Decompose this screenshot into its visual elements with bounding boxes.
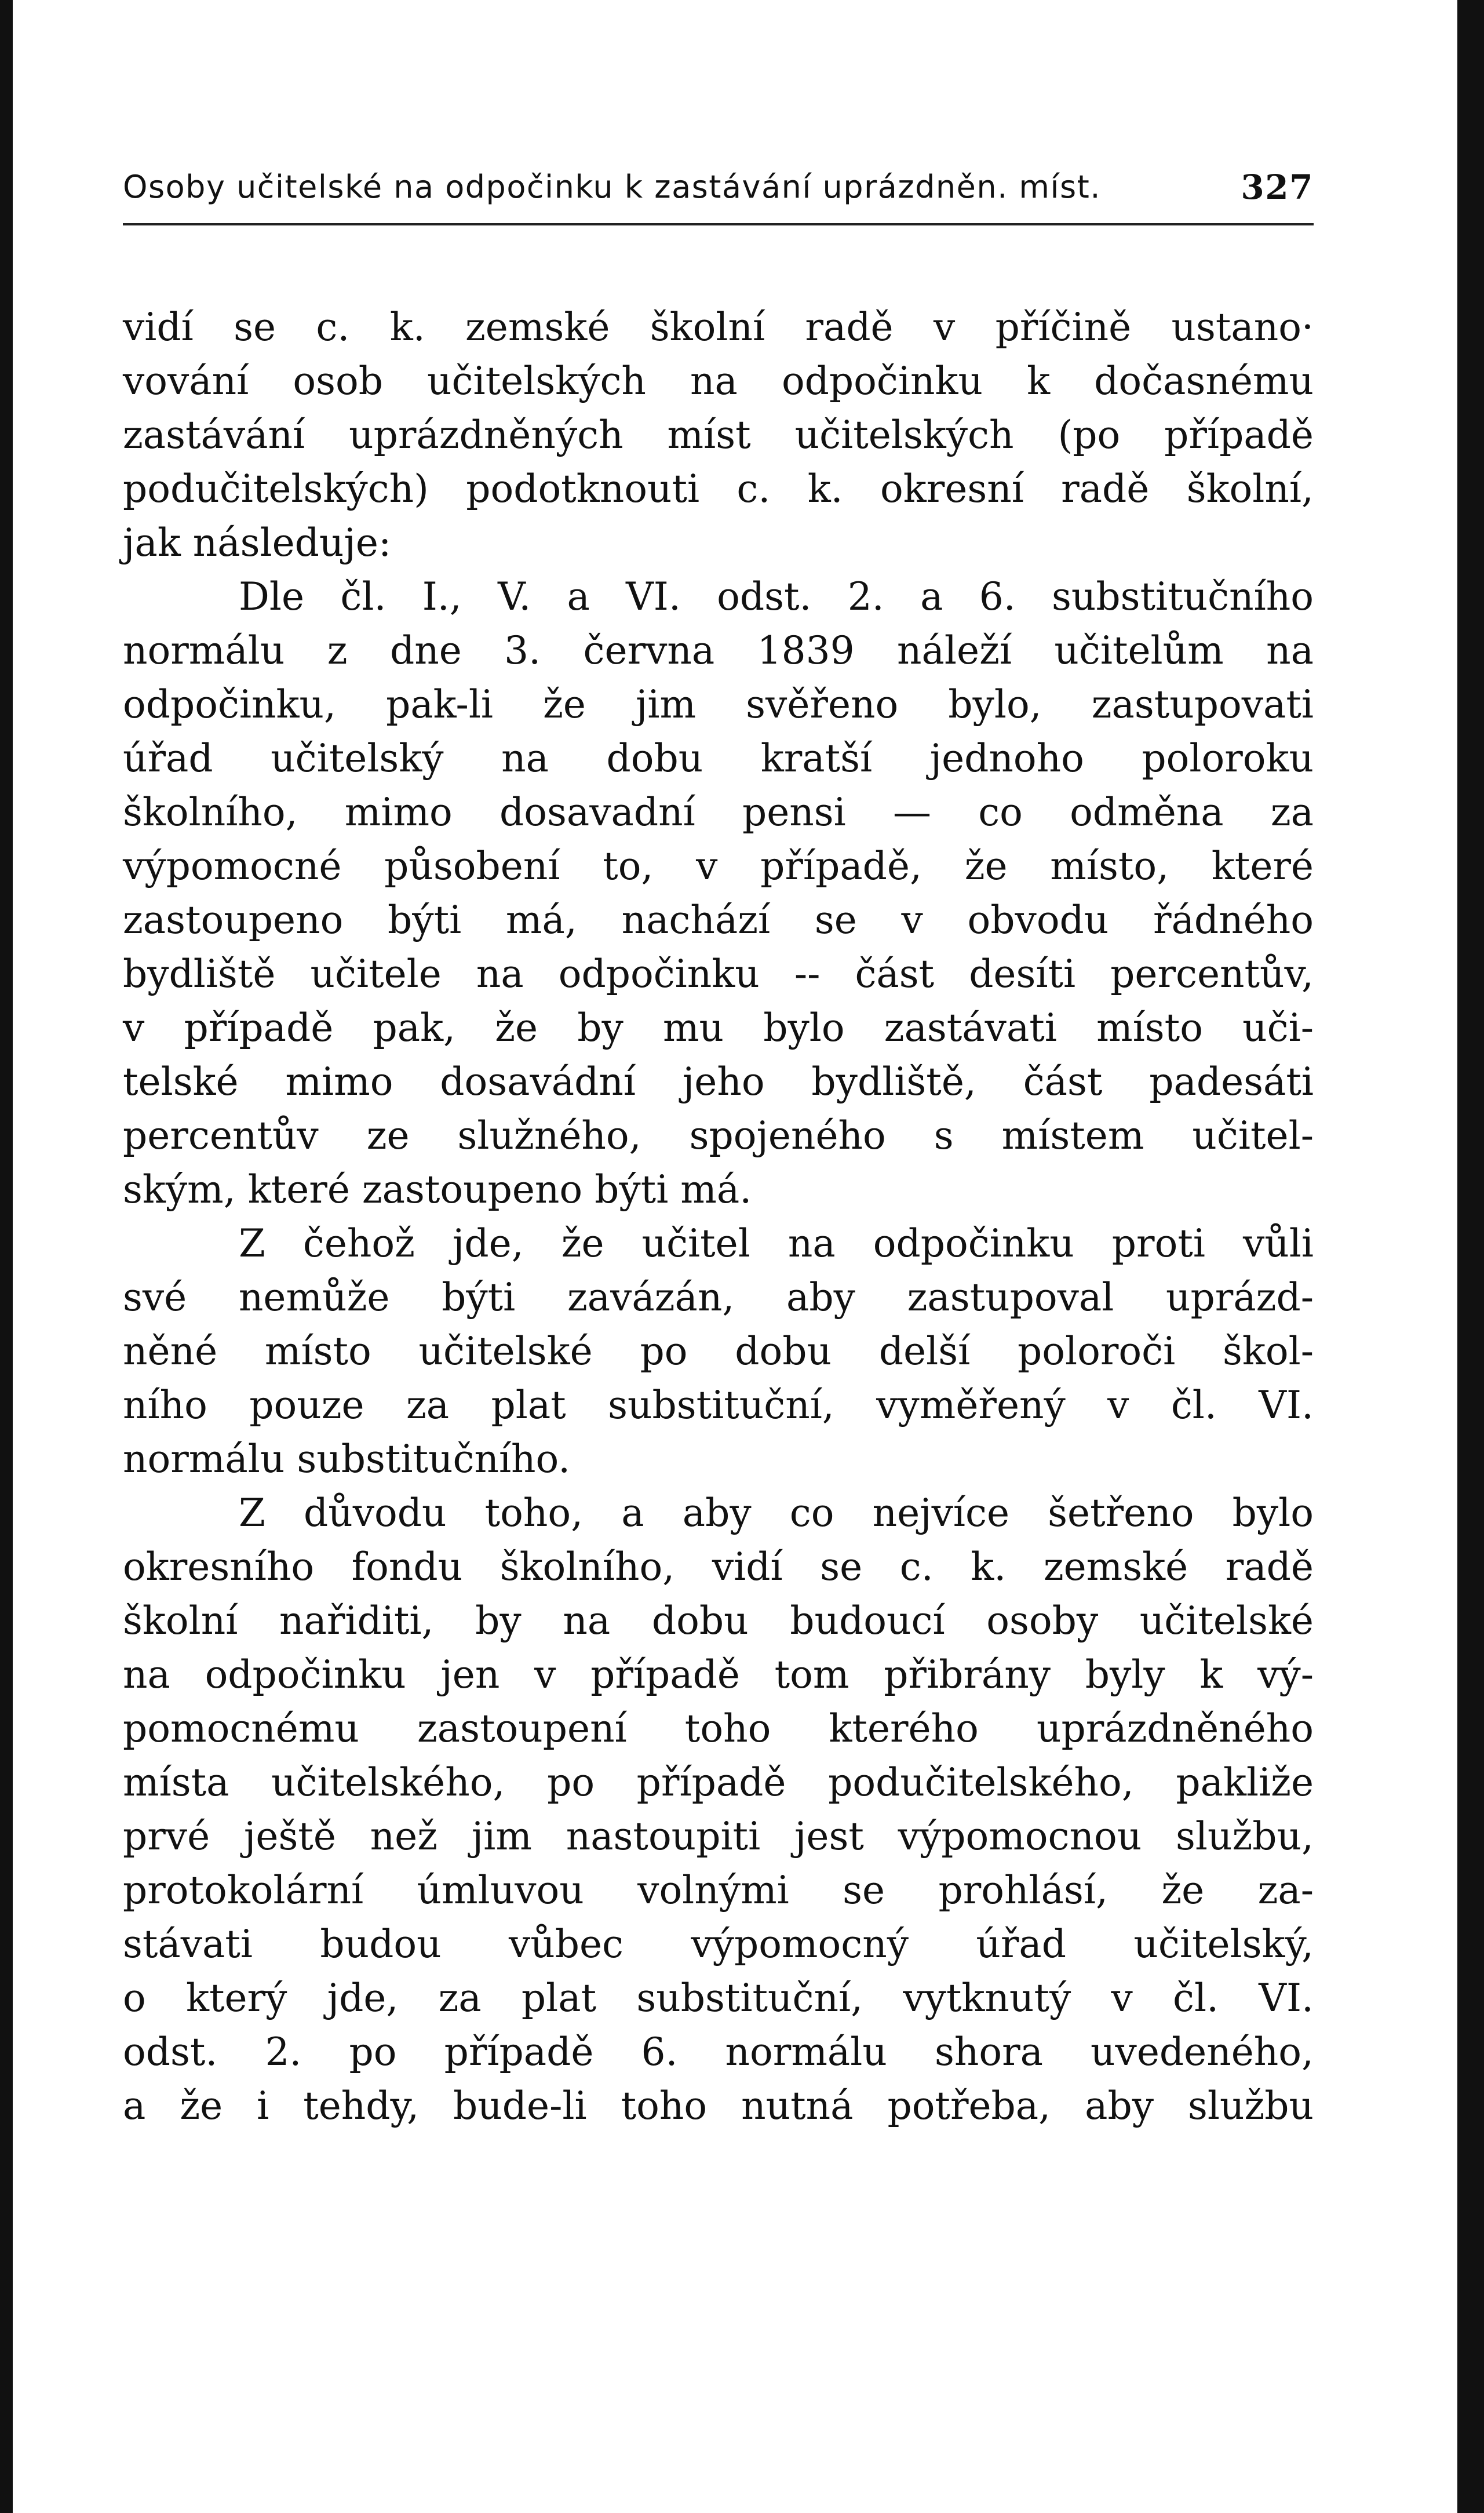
paragraph-3 xyxy=(123,1217,1314,1486)
text-line: vování osob učitelských na odpočinku k dočasnému xyxy=(123,359,1314,403)
text-line: jak následuje: xyxy=(123,520,392,565)
paragraph-2 xyxy=(123,570,1314,1217)
running-head xyxy=(123,161,1314,213)
text-line: a že i tehdy, bude-li toho nutná potřeba, aby službu xyxy=(123,2084,1314,2128)
text-line: odst. 2. po případě 6. normálu shora uvedeného, xyxy=(123,2030,1314,2074)
text-line: stávati budou vůbec výpomocný úřad učitelský, xyxy=(123,1922,1314,1966)
text-line: ního pouze za plat substituční, vyměřený v čl. VI. xyxy=(123,1383,1314,1427)
text-line: zastávání uprázdněných míst učitelských (po případě xyxy=(123,413,1314,457)
text-line: místa učitelského, po případě podučitelského, pakliže xyxy=(123,1760,1314,1805)
scan-right-border xyxy=(1457,0,1484,2513)
text-line: telské mimo dosavádní jeho bydliště, část padesáti xyxy=(123,1059,1314,1104)
text-line: percentův ze služného, spojeného s místem učitel- xyxy=(123,1113,1314,1158)
paragraph-1 xyxy=(123,300,1314,570)
text-line: školního, mimo dosavadní pensi — co odměna za xyxy=(123,790,1314,835)
text-line: prvé ještě než jim nastoupiti jest výpomocnou službu, xyxy=(123,1814,1314,1859)
text-line: protokolární úmluvou volnými se prohlásí, že za- xyxy=(123,1868,1314,1913)
text-line: odpočinku, pak-li že jim svěřeno bylo, zastupovati xyxy=(123,682,1314,727)
body-text xyxy=(123,300,1314,2133)
text-line: normálu z dne 3. června 1839 náleží učitelům na xyxy=(123,628,1314,673)
text-line: ským, které zastoupeno býti má. xyxy=(123,1167,752,1212)
header-rule xyxy=(123,223,1314,225)
text-line: Z důvodu toho, a aby co nejvíce šetřeno bylo xyxy=(239,1491,1314,1535)
text-line: výpomocné působení to, v případě, že místo, které xyxy=(123,844,1314,888)
text-line: něné místo učitelské po dobu delší poloroči škol- xyxy=(123,1329,1314,1374)
text-line: normálu substitučního. xyxy=(123,1437,571,1481)
page-number: 327 xyxy=(1241,167,1314,207)
text-line: pomocnému zastoupení toho kterého uprázdněného xyxy=(123,1706,1314,1751)
text-line: zastoupeno býti má, nachází se v obvodu řádného xyxy=(123,898,1314,942)
paragraph-4 xyxy=(123,1486,1314,2133)
text-line: Dle čl. I., V. a VI. odst. 2. a 6. substitučního xyxy=(239,574,1314,619)
text-line: úřad učitelský na dobu kratší jednoho poloroku xyxy=(123,736,1314,781)
text-line: podučitelských) podotknouti c. k. okresní radě školní, xyxy=(123,467,1314,511)
text-line: na odpočinku jen v případě tom přibrány byly k vý- xyxy=(123,1652,1314,1697)
text-line: Z čehož jde, že učitel na odpočinku proti vůli xyxy=(239,1221,1314,1266)
text-line: bydliště učitele na odpočinku -- část desíti percentův, xyxy=(123,952,1314,996)
text-line: školní nařiditi, by na dobu budoucí osoby učitelské xyxy=(123,1598,1314,1643)
text-line: v případě pak, že by mu bylo zastávati místo uči- xyxy=(123,1006,1314,1050)
text-line: o který jde, za plat substituční, vytknutý v čl. VI. xyxy=(123,1976,1314,2020)
text-line: vidí se c. k. zemské školní radě v příčině ustano· xyxy=(123,305,1314,349)
text-line: své nemůže býti zavázán, aby zastupoval uprázd- xyxy=(123,1275,1314,1320)
running-head-title: Osoby učitelské na odpočinku k zastávání uprázdněn. míst. xyxy=(123,169,1101,205)
scan-left-border xyxy=(0,0,13,2513)
text-line: okresního fondu školního, vidí se c. k. zemské radě xyxy=(123,1545,1314,1589)
